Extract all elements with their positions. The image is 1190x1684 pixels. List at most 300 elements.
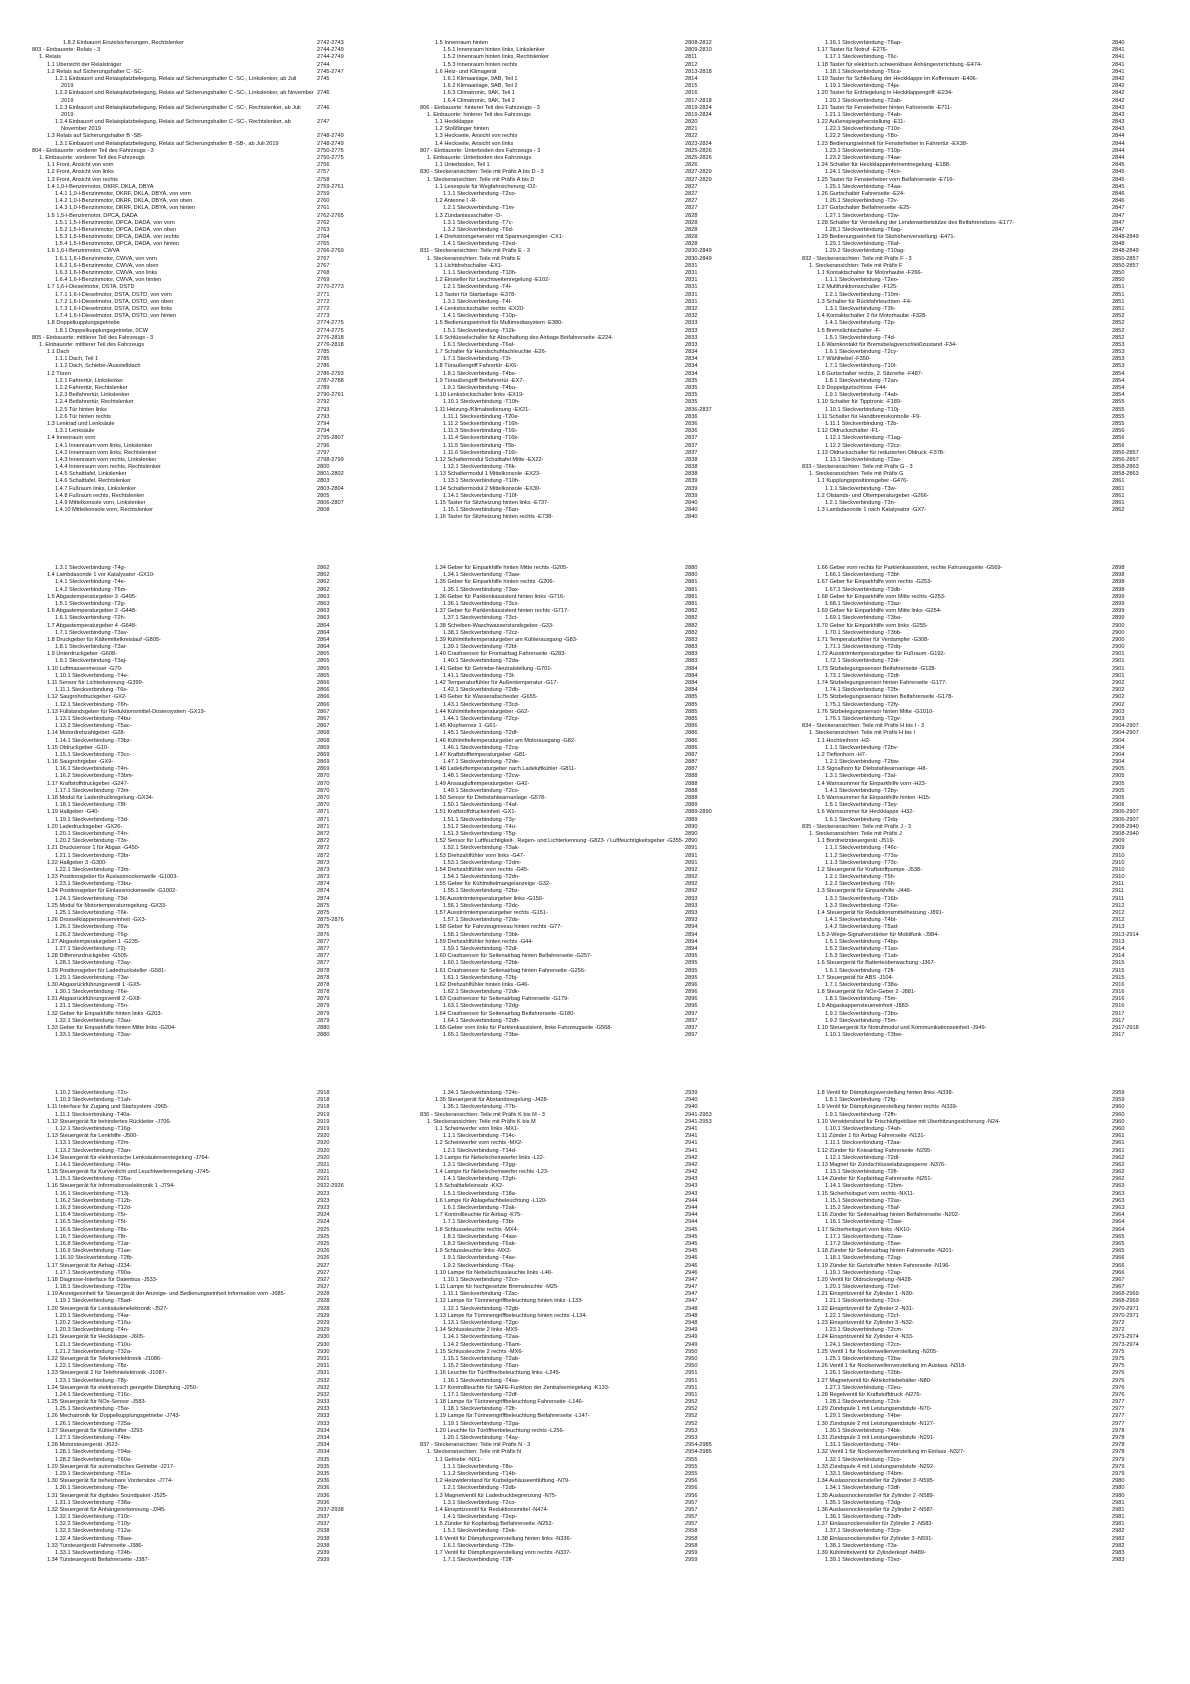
toc-entry-page: 2902 [1112, 694, 1125, 701]
toc-entry-page: 2964 [1112, 1226, 1125, 1233]
toc-entry-title: 1.23 Positionsgeber für Auslassnockenwelle -G1003- [47, 874, 179, 881]
toc-entry-page: 2901 [1112, 651, 1125, 658]
toc-entry-title: 1.30 Steuergerät für beheizbare Vordersitze -J774- [47, 1478, 173, 1485]
toc-entry-page: 2967 [1112, 1284, 1125, 1291]
toc-entry-title: 831 - Steckeransichten: Teile mit Präfix E - 3 [420, 248, 530, 255]
toc-entry-page: 2979 [1112, 1470, 1125, 1477]
toc-entry-page: 2975 [1112, 1355, 1125, 1362]
toc-entry-page: 2836 [685, 413, 698, 420]
toc-entry-title: 1.27.1 Steckverbindung -T2j- [55, 945, 127, 952]
toc-entry-title: 1.6 Abgastemperaturgeber 2 -G448- [47, 608, 137, 615]
toc-entry-title: 1.25 Taster für Fensterheber vorn Beifahrerseite -E716- [817, 176, 955, 183]
toc-entry-page: 2881 [685, 593, 698, 600]
toc-entry-title: 1.22.1 Steckverbindung -T2cf- [825, 1312, 900, 1319]
toc-entry-title: 1.3.2 Steckverbindung -T6d- [443, 226, 514, 233]
toc-entry-page: 2936 [317, 1492, 330, 1499]
toc-entry-page: 2827-2829 [685, 169, 712, 176]
toc-entry-title: 1.3.1 Steckverbindung -T3al- [825, 773, 897, 780]
toc-entry-title: 1.51.1 Steckverbindung -T3y- [443, 816, 517, 823]
toc-entry-page: 2867 [317, 715, 330, 722]
toc-entry-title: 1.8.2 Einbauort Einzelsicherungen, Rechtslenker [63, 40, 184, 46]
toc-entry-page: 2858-2863 [1112, 464, 1139, 471]
toc-entry-title: 1.21.2 Steckverbindung -T32a- [55, 1348, 132, 1355]
toc-entry-page: 2978 [1112, 1449, 1125, 1456]
toc-entry-title: 1.16.8 Steckverbindung -T1ar- [55, 1240, 131, 1247]
toc-entry-title: 1.60.1 Steckverbindung -T2bk- [443, 960, 520, 967]
toc-entry-title: 804 - Einbauorte: vorderer Teil des Fahrzeugs - 3 [32, 147, 154, 154]
toc-entry-page: 2851 [1112, 298, 1125, 305]
toc-entry-page: 2792 [317, 399, 330, 406]
toc-entry-page: 2866 [317, 680, 330, 686]
toc-entry-title: 1.15.2 Steckverbindung -T6an- [443, 1363, 520, 1370]
toc-entry-page: 2822 [685, 133, 698, 140]
toc-entry-title: 1.17.1 Steckverbindung -T3m- [55, 787, 131, 794]
toc-entry-page: 2930 [317, 1341, 330, 1348]
toc-entry-title: 1.10 Lenkstockschalter links -EX19- [435, 392, 524, 399]
toc-entry-page: 2852 [1112, 320, 1125, 327]
toc-entry-page: 2856-2857 [1112, 456, 1139, 463]
toc-entry-title: 1.5 Innenraum hinten [435, 40, 488, 46]
toc-entry-title: 1.6.1 Steckverbindung -T6al- [443, 341, 515, 348]
toc-entry-page: 2920 [317, 1154, 330, 1161]
toc-entry-page: 2906-2907 [1112, 816, 1139, 823]
toc-entry-title: 1.9 Schlussleuchte links -MX3- [435, 1248, 512, 1255]
toc-entry-title: 1.2.4 Beifahrertür, Rechtslenker [55, 399, 134, 406]
toc-entry-title: 833 - Steckeransichten: Teile mit Präfix G - 3 [802, 464, 913, 471]
toc-entry-title: 1.35.1 Steckverbindung -T3ax- [443, 586, 520, 593]
toc-entry-title: November 2019 [61, 126, 101, 133]
toc-entry-page: 2882 [685, 615, 698, 622]
toc-entry-title: 1.7.1 Steckverbindung -T3bi- [443, 1219, 515, 1226]
toc-entry-title: 1.22 Außenspiegelverstellung -E11- [817, 119, 906, 126]
toc-entry-title: 1.11.6 Steckverbindung -T16i- [443, 449, 518, 456]
toc-entry-title: 1. Relais [39, 54, 61, 61]
toc-entry-title: 1.45 Klopfsensor 1 -G61- [435, 723, 498, 730]
toc-entry-page: 2866 [317, 694, 330, 701]
toc-entry-page: 2923 [317, 1197, 330, 1204]
toc-entry-title: 1.2.1 Einbauort und Relaisplatzbelegung, Relais auf Sicherungshalter C -SC-, Linkslenker, ab Juli [55, 75, 297, 82]
toc-entry-title: 1.3 Schalter für Rückfahrleuchten -F4- [817, 298, 912, 305]
toc-entry-page: 2832 [685, 313, 698, 320]
toc-entry-page: 2830-2849 [685, 255, 712, 262]
toc-entry-page: 2869 [317, 759, 330, 766]
toc-entry-page: 2955 [685, 1463, 698, 1470]
toc-entry-page: 2886 [685, 737, 698, 744]
toc-entry-page: 2875 [317, 902, 330, 909]
toc-entry-page: 2885 [685, 701, 698, 708]
toc-entry-title: 1.7.4 1,6-l-Dieselmotor, DSTA, DSTD, von hinten [55, 313, 177, 320]
toc-entry-page: 2909 [1112, 845, 1125, 852]
toc-entry-page: 2772 [317, 298, 330, 305]
toc-entry-title: 1.15 Steuergerät für Kurvenlicht und Leuchtweitenregelung -J745- [47, 1169, 211, 1176]
toc-entry-page: 2872 [317, 830, 330, 837]
toc-entry-page: 2891 [685, 859, 698, 866]
toc-entry-page: 2900 [1112, 644, 1125, 651]
toc-entry-page: 2820 [685, 119, 698, 126]
toc-entry-title: 1.1 Hochtonhorn -H2- [817, 737, 871, 744]
toc-entry-title: 1.13.2 Steckverbindung -T3an- [55, 1147, 132, 1154]
toc-entry-title: 1.6.1 Steckverbindung -T2ak- [443, 1205, 517, 1211]
toc-entry-page: 2803 [317, 478, 330, 485]
toc-entry-title: 1.16.1 Steckverbindung -T13j- [55, 1190, 130, 1197]
toc-entry-title: 1.32.4 Steckverbindung -T8aw- [55, 1535, 133, 1542]
toc-entry-title: 1.2.1 Steckverbindung -T4i- [443, 284, 512, 291]
toc-entry-title: 1.48.1 Steckverbindung -T2cw- [443, 773, 521, 780]
toc-entry-title: 1.15.1 Steckverbindung -T26a- [55, 1176, 132, 1183]
toc-entry-title: 1.20.3 Steckverbindung -T4n- [55, 1327, 129, 1334]
toc-entry-title: 1.27 Magnetventil für Aktivkohlebehälter -N80- [817, 1377, 932, 1384]
toc-entry-page: 2946 [685, 1262, 698, 1269]
toc-entry-page: 2960 [1112, 1125, 1125, 1132]
toc-entry-title: 1.7.1 Steckverbindung -T38a- [825, 981, 899, 988]
toc-entry-page: 2957 [685, 1506, 698, 1513]
toc-entry-page: 2882 [685, 629, 698, 636]
toc-entry-title: 1.16.5 Steckverbindung -T5t- [55, 1219, 128, 1226]
toc-entry-title: 1.3.2 Steckverbindung -T26e- [825, 902, 899, 909]
toc-entry-title: 1.25 Ventil 1 für Nockenwellenverstellung -N205- [817, 1348, 938, 1355]
toc-entry-page: 2854 [1112, 385, 1125, 391]
toc-entry-title: 1.1.1 Steckverbindung -T2co- [443, 190, 517, 197]
toc-entry-page: 2794 [317, 420, 330, 427]
toc-entry-title: 1.8 Gurtschalter rechts, 2. Sitzreihe -F487- [817, 370, 923, 377]
toc-entry-title: 1.24.1 Steckverbindung -T16c- [55, 1391, 132, 1398]
toc-entry-page: 2966 [1112, 1255, 1125, 1262]
toc-entry-page: 2861 [1112, 500, 1125, 506]
toc-entry-title: 1.20 Ventil für Öldruckregelung -N428- [817, 1276, 913, 1283]
toc-entry-title: 1.15 Taster für Sitzheizung hinten links -E737- [435, 500, 550, 506]
toc-entry-title: 1.44 Kühlmitteltemperaturgeber -G62- [435, 708, 530, 715]
toc-entry-title: 1.28.1 Steckverbindung -T94a- [55, 1449, 132, 1456]
toc-entry-page: 2831 [685, 298, 698, 305]
toc-entry-title: 1.24.1 Steckverbindung -T3d- [55, 895, 129, 902]
toc-entry-title: 1.4 Einspritzventil für Reduktionsmittel -N474- [435, 1506, 549, 1513]
toc-entry-page: 2887 [685, 766, 698, 773]
toc-entry-title: 1.1 Kontaktschalter für Motorhaube -F266- [817, 270, 923, 276]
toc-entry-title: 1.39.1 Steckverbindung -T2bl- [443, 644, 518, 651]
toc-entry-title: 1.29.1 Steckverbindung -T4be- [825, 1413, 902, 1420]
toc-entry-title: 1.34 Geber für Einparkhilfe hinten Mitte rechts -G205- [435, 565, 569, 571]
toc-entry-title: 1.10 Verwiderstand für Frischluftgebläse mit Überhitzungssicherung -N24- [817, 1118, 1001, 1125]
toc-entry-page: 2895 [685, 953, 698, 960]
toc-entry-page: 2870 [317, 802, 330, 809]
toc-entry-title: 1.28.1 Steckverbindung -T3ay- [55, 960, 132, 967]
toc-entry-title: 1.13.1 Steckverbindung -T2gc- [443, 1320, 520, 1326]
toc-entry-title: 1.5.3 1,5-l-Benzinmotor, DPCA, DADA, von rechts [55, 234, 180, 241]
toc-entry-page: 2976 [1112, 1384, 1125, 1391]
toc-entry-title: 1.25 Steuergerät für NOx-Sensor -J583- [47, 1399, 147, 1406]
toc-entry-page: 2883 [685, 636, 698, 643]
toc-entry-title: 2019 [61, 97, 74, 104]
toc-entry-page: 2877 [317, 953, 330, 960]
toc-entry-page: 2786 [317, 363, 330, 370]
toc-entry-title: 1.3 Zündanlassschalter -D- [435, 212, 503, 219]
toc-entry-title: 1.17 Steuergerät für Airbag -J234- [47, 1262, 132, 1269]
toc-entry-title: 1.11.1 Steckverbindung -T2aa- [825, 1140, 902, 1147]
toc-entry-title: 1.35 Geber für Einparkhilfe hinten rechts -G206- [435, 579, 555, 586]
toc-entry-page: 2949 [685, 1334, 698, 1341]
toc-entry-page: 2793 [317, 413, 330, 420]
toc-entry-page: 2928 [317, 1291, 330, 1298]
toc-entry-title: 1.4.2 Steckverbindung -T6m- [55, 586, 128, 593]
toc-entry-title: 1.43 Geber für Wasserabscheider -G655- [435, 694, 538, 701]
toc-entry-page: 2890 [685, 830, 698, 837]
toc-entry-title: 1.54.1 Steckverbindung -T2dn- [443, 874, 520, 881]
toc-entry-page: 2884 [685, 665, 698, 672]
toc-entry-title: 1.13 Lampe für Türinnengriffbeleuchtung hinten rechts -L134- [435, 1312, 588, 1319]
toc-entry-page: 2960 [1112, 1111, 1125, 1118]
toc-entry-page: 2845 [1112, 176, 1125, 183]
toc-entry-title: 1.19 Zünder für Gurtstraffer hinten Fahrerseite -N196- [817, 1262, 951, 1269]
toc-entry-page: 2941 [685, 1125, 698, 1132]
toc-entry-page: 2980 [1112, 1492, 1125, 1499]
toc-entry-page: 2916 [1112, 989, 1125, 996]
toc-entry-title: 1.13.1 Steckverbindung -T2m- [55, 1140, 131, 1147]
toc-entry-title: 1.61 Crashsensor für Seitenairbag hinten Fahrerseite -G256- [435, 967, 586, 974]
toc-entry-page: 2945 [685, 1226, 698, 1233]
toc-entry-page: 2904-2907 [1112, 723, 1139, 730]
toc-entry-page: 2917 [1112, 1032, 1125, 1039]
toc-entry-title: 1.5.1 Steckverbindung -T2ek- [443, 1528, 517, 1535]
toc-entry-page: 2837 [685, 435, 698, 442]
toc-entry-page: 2757 [317, 169, 330, 176]
toc-entry-page: 2835 [685, 385, 698, 391]
toc-entry-page: 2759 [317, 190, 330, 197]
toc-entry-page: 2901 [1112, 672, 1125, 679]
toc-entry-page: 2972 [1112, 1327, 1125, 1334]
toc-entry-title: 1.70.1 Steckverbindung -T3bb- [825, 629, 902, 636]
toc-entry-page: 2861 [1112, 485, 1125, 492]
toc-entry-title: 1. Steckeransichten: Teile mit Präfix N [427, 1449, 522, 1456]
toc-entry-page: 2900 [1112, 636, 1125, 643]
toc-entry-page: 2953 [685, 1427, 698, 1434]
toc-entry-title: 1.5.1 Steckverbindung -T18a- [443, 1190, 517, 1197]
toc-entry-page: 2890 [685, 823, 698, 830]
toc-entry-page: 2840 [685, 514, 698, 521]
toc-entry-title: 1.4.6 Schalttafel, Rechtslenker [55, 478, 131, 485]
toc-entry-title: 1.15.1 Steckverbindung -T2ax- [825, 1197, 902, 1204]
toc-entry-title: 1.16 Leuchte für Türöffnerbeleuchtung links -L245- [435, 1370, 561, 1377]
toc-entry-title: 1.39.1 Steckverbindung -T2ez- [825, 1557, 902, 1564]
toc-entry-page: 2979 [1112, 1463, 1125, 1470]
toc-entry-title: 1.2.1 Steckverbindung -T10m- [825, 291, 901, 298]
toc-entry-page: 2891 [685, 852, 698, 859]
toc-entry-page: 2960 [1112, 1118, 1125, 1125]
toc-entry-page: 2958 [685, 1528, 698, 1535]
toc-entry-title: 1.19.1 Steckverbindung -T3d- [55, 816, 129, 823]
toc-entry-title: 1.4 Heckseite, Ansicht von links [435, 140, 514, 147]
toc-entry-title: 1.11.2 Steckverbindung -T16h- [443, 420, 520, 427]
toc-entry-page: 2836 [685, 428, 698, 435]
toc-entry-title: 1.25.1 Steckverbindung -T2ba- [825, 1355, 902, 1362]
toc-entry-title: 1.18 Modul für Laderdruckregelung -GX34- [47, 795, 154, 801]
toc-entry-title: 1.22 Hallgeber 3 -G300- [47, 859, 108, 866]
toc-entry-page: 2825-2826 [685, 147, 712, 154]
toc-entry-title: 1.21 Einspritzventil für Zylinder 1 -N30- [817, 1291, 914, 1298]
toc-entry-page: 2855 [1112, 406, 1125, 413]
toc-entry-title: 1.6.3 1,6-l-Benzinmotor, CWVA, von links [55, 270, 158, 276]
toc-entry-page: 2813-2818 [685, 68, 712, 75]
toc-entry-page: 2847 [1112, 226, 1125, 233]
toc-entry-title: 1.42 Temperaturfühler für Außentemperatur -G17- [435, 680, 559, 686]
toc-entry-title: 1.5 Bremslichtschalter -F- [817, 327, 881, 334]
toc-entry-page: 2878 [317, 989, 330, 996]
toc-entry-page: 2954-2985 [685, 1449, 712, 1456]
toc-entry-page: 2981 [1112, 1506, 1125, 1513]
toc-entry-page: 2924 [317, 1212, 330, 1219]
toc-entry-page: 2875-2876 [317, 917, 344, 924]
toc-entry-title: 1.3 Front, Ansicht von rechts [47, 176, 118, 183]
toc-entry-title: 1.6.1 Steckverbindung -T2cy- [825, 349, 899, 356]
toc-entry-page: 2934 [317, 1427, 330, 1434]
toc-entry-page: 2980 [1112, 1478, 1125, 1485]
toc-entry-page: 2886 [685, 730, 698, 737]
toc-entry-page: 2834 [685, 349, 698, 356]
toc-entry-title: 1.14.1 Steckverbindung -T2bm- [825, 1183, 904, 1190]
toc-entry-title: 1.60 Crashsensor für Seitenairbag hinten Beifahrerseite -G257- [435, 953, 593, 960]
toc-entry-page: 2978 [1112, 1442, 1125, 1449]
toc-entry-title: 1.6.1 Steckverbindung -T2fl- [825, 967, 896, 974]
toc-entry-page: 2746 [317, 90, 330, 97]
toc-entry-page: 2847 [1112, 219, 1125, 226]
toc-entry-title: 1.16.1 Steckverbindung -T4n- [55, 766, 129, 773]
toc-entry-title: 1.11.1 Steckverbindung -T2ac- [443, 1291, 520, 1298]
toc-entry-page: 2978 [1112, 1427, 1125, 1434]
toc-entry-title: 1.19.1 Steckverbindung -T2ap- [825, 1269, 902, 1276]
toc-entry-page: 2850-2857 [1112, 262, 1139, 269]
toc-entry-title: 1.64.1 Steckverbindung -T2dh- [443, 1017, 520, 1024]
toc-entry-page: 2968-2969 [1112, 1291, 1139, 1298]
toc-entry-page: 2938 [317, 1528, 330, 1535]
toc-entry-title: 1.10 Steuergerät für Notrufmodul und Kommunikationseinheit -J949- [817, 1025, 987, 1031]
toc-entry-page: 2906-2907 [1112, 809, 1139, 816]
toc-entry-page: 2835 [685, 392, 698, 399]
toc-entry-title: 1.20 Leuchte für Türöffnerbeleuchtung rechts -L256- [435, 1427, 565, 1434]
toc-entry-page: 2901 [1112, 665, 1125, 672]
toc-entry-title: 1.4.1 Innenraum vorn links, Linkslenker [55, 442, 153, 449]
toc-entry-page: 2838 [685, 471, 698, 478]
toc-entry-page: 2827 [685, 183, 698, 190]
toc-entry-title: 1. Einbauorte: mittlerer Teil des Fahrzeugs [39, 341, 144, 348]
toc-entry-title: 1.58 Geber für Fahrzeugniveau hinten rechts -G77- [435, 924, 563, 931]
toc-entry-title: 1.18.1 Steckverbindung -T6ca- [825, 68, 902, 75]
toc-entry-title: 1.10.1 Steckverbindung -T10j- [825, 406, 900, 413]
toc-entry-title: 1.19 Lampe für Türinnengriffbeleuchtung Beifahrerseite -L147- [435, 1413, 590, 1420]
toc-entry-title: 1.12 Saugrohrdruckgeber -GX2- [47, 694, 127, 701]
toc-entry-page: 2756 [317, 162, 330, 169]
toc-entry-page: 2919 [317, 1125, 330, 1132]
toc-entry-title: 1.26.1 Steckverbindung -T6a- [55, 924, 129, 931]
toc-entry-title: 1.12.1 Steckverbindung -T2gb- [443, 1305, 520, 1312]
toc-entry-page: 2840 [1112, 40, 1125, 46]
toc-entry-title: 1.33.1 Steckverbindung -T3av- [55, 1032, 132, 1039]
toc-entry-page: 2927 [317, 1276, 330, 1283]
toc-entry-title: 1.11.1 Steckverbindung -T6s- [55, 687, 128, 694]
toc-entry-page: 2927 [317, 1269, 330, 1276]
toc-entry-page: 2898 [1112, 586, 1125, 593]
toc-entry-title: 1.46.1 Steckverbindung -T2cq- [443, 744, 520, 751]
toc-entry-title: 1.3 Lampe für Nebelscheinwerfer links -L22- [435, 1154, 545, 1161]
toc-entry-title: 1.8 Steuergerät für NOx-Geber 2 -J881- [817, 989, 916, 996]
toc-entry-page: 2956 [685, 1478, 698, 1485]
toc-entry-page: 2920 [317, 1147, 330, 1154]
toc-entry-title: 1.4.2 Innenraum vorn links, Rechtslenker [55, 449, 157, 456]
toc-entry-page: 2816 [685, 90, 698, 97]
toc-entry-title: 1.4.4 Innenraum vorn rechts, Rechtslenker [55, 464, 161, 471]
toc-entry-page: 2967 [1112, 1276, 1125, 1283]
toc-entry-page: 2939 [317, 1550, 330, 1556]
toc-entry-title: 1.10.1 Steckverbindung -T2cn- [443, 1276, 520, 1283]
toc-entry-page: 2957 [685, 1514, 698, 1521]
toc-entry-page: 2918 [317, 1097, 330, 1104]
toc-entry-page: 2830-2849 [685, 248, 712, 255]
toc-entry-title: 1.15 Öldruckgeber -G10- [47, 744, 109, 751]
toc-entry-page: 2887 [685, 751, 698, 758]
toc-entry-title: 1.11.1 Steckverbindung -T20e- [443, 413, 520, 420]
toc-entry-title: 1.8.1 Steckverbindung -T3ar- [55, 644, 128, 651]
toc-entry-title: 1.7.1 Steckverbindung -T3av- [55, 629, 129, 636]
toc-entry-title: 1.19.1 Steckverbindung -T4ja- [825, 83, 900, 90]
toc-entry-title: 1.14 Zünder für Kopfairbag Fahrerseite -N251- [817, 1176, 933, 1183]
toc-entry-title: 2019 [61, 111, 74, 118]
toc-entry-title: 1.4.7 Fußraum links, Linkslenker [55, 485, 136, 492]
toc-entry-title: 1.4.1 Steckverbindung -T2gh- [443, 1176, 517, 1183]
toc-entry-title: 1.26.2 Steckverbindung -T6g- [55, 931, 129, 938]
toc-entry-page: 2922-2926 [317, 1183, 344, 1190]
toc-entry-page: 2798-2799 [317, 456, 344, 463]
toc-entry-page: 2883 [685, 651, 698, 658]
toc-entry-title: 1.68.1 Steckverbindung -T3az- [825, 600, 902, 607]
toc-entry-page: 2920 [317, 1140, 330, 1147]
toc-entry-page: 2951 [685, 1384, 698, 1391]
toc-entry-title: 1.38.1 Steckverbindung -T2cz- [443, 629, 520, 636]
toc-entry-page: 2796 [317, 442, 330, 449]
toc-entry-page: 2850 [1112, 277, 1125, 284]
toc-entry-title: 1.15 Sicherheitsgurt vorn rechts -NX11- [817, 1190, 915, 1197]
toc-entry-page: 2831 [685, 270, 698, 276]
toc-entry-page: 2840 [685, 500, 698, 506]
toc-entry-page: 2910 [1112, 859, 1125, 866]
toc-entry-page: 2916 [1112, 996, 1125, 1003]
toc-entry-title: 1.22.1 Steckverbindung -T3m- [55, 866, 131, 873]
toc-entry-title: 1.6.1 Steckverbindung -T2dq- [825, 816, 899, 823]
toc-entry-page: 2947 [685, 1298, 698, 1305]
toc-entry-title: 1.9.2 Steckverbindung -T6aj- [443, 1262, 515, 1269]
toc-entry-title: 1.33.1 Steckverbindung -T24b- [55, 1550, 132, 1556]
toc-entry-title: 1. Steckeransichten: Teile mit Präfix F [809, 262, 903, 269]
toc-entry-page: 2760 [317, 198, 330, 205]
toc-entry-title: 1.8 Ventil für Dämpfungsverstellung hinten links -N338- [817, 1090, 954, 1096]
toc-entry-page: 2924 [317, 1219, 330, 1226]
toc-entry-title: 1.43.1 Steckverbindung -T3cd- [443, 701, 520, 708]
toc-entry-title: 1.34.1 Steckverbindung -T24c- [443, 1090, 520, 1096]
toc-entry-title: 1.19 Anzeigeeinheit für Steuergerät der Anzeige- und Bedienungseinheit Information vorn -J685- [47, 1291, 286, 1298]
toc-entry-title: 1.16 Zünder für Seitenairbag hinten Beifahrerseite -N202- [817, 1212, 960, 1219]
toc-entry-page: 2980 [1112, 1485, 1125, 1492]
toc-entry-title: 1.4.1 Steckverbindung -T2by- [825, 787, 899, 794]
toc-entry-title: 1.52.1 Steckverbindung -T3ak- [443, 845, 520, 852]
toc-entry-title: 1.17.2 Steckverbindung -T5ae- [825, 1240, 902, 1247]
toc-entry-title: 1.2 Scheinwerfer vorn rechts -MX2- [435, 1140, 523, 1147]
toc-entry-title: 1.8.2 Steckverbindung -T6ak- [443, 1240, 517, 1247]
toc-entry-page: 2977 [1112, 1406, 1125, 1413]
toc-entry-page: 2911 [1112, 888, 1125, 895]
toc-entry-title: 1.18 Zünder für Seitenairbag hinten Fahrerseite -N201- [817, 1248, 954, 1255]
toc-entry-title: 1.24.1 Steckverbindung -T2cn- [825, 1341, 902, 1348]
toc-entry-title: 1.31.1 Steckverbindung -T38a- [55, 1499, 132, 1506]
toc-entry-title: 1.39 Kühlmitteltemperaturgeber am Kühlerausgang -G83- [435, 636, 578, 643]
toc-entry-page: 2952 [685, 1413, 698, 1420]
toc-entry-title: 1.3.1 Steckverbindung -T2gg- [443, 1161, 517, 1168]
